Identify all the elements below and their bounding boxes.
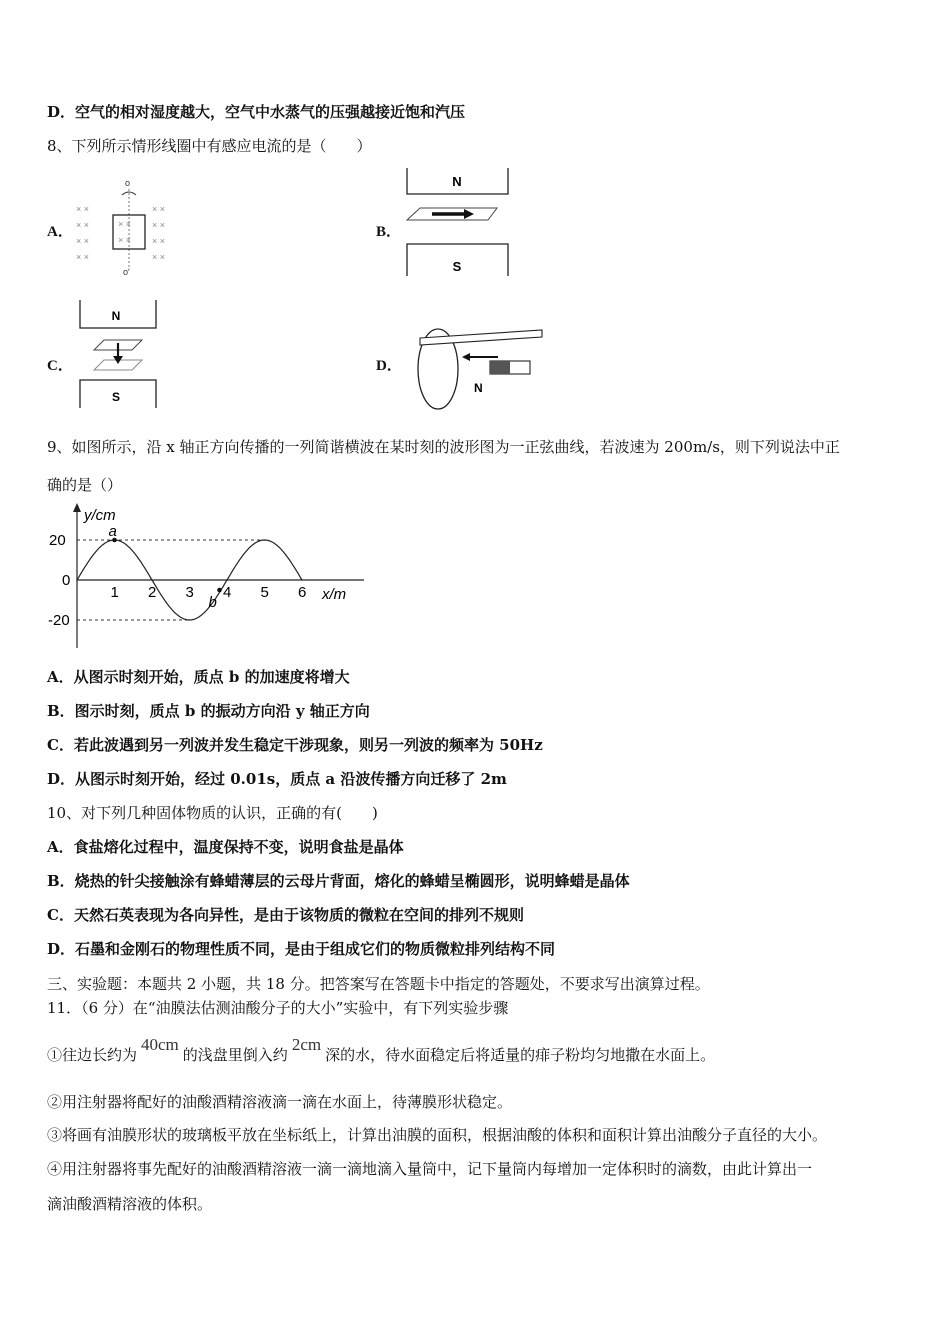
svg-text:× ×: × × [76, 252, 90, 262]
q11-stem: 11．（6 分）在“油膜法估测油酸分子的大小”实验中，有下列实验步骤 [47, 999, 509, 1017]
svg-text:× ×: × × [76, 204, 90, 214]
motion-arrow-head [462, 353, 470, 361]
svg-text:× ×: × × [118, 235, 132, 245]
q9-stem-line2: 确的是（） [47, 476, 123, 494]
q7-option-d: D．空气的相对湿度越大，空气中水蒸气的压强越接近饱和汽压 [47, 103, 466, 121]
q8-label-c: C． [47, 358, 73, 374]
y-tick-neg20: -20 [48, 612, 70, 629]
x-tick-3: 3 [185, 584, 194, 601]
step1-part-a: ①往边长约为 [47, 1046, 138, 1064]
q10-option-a: A．食盐熔化过程中，温度保持不变，说明食盐是晶体 [47, 838, 404, 856]
point-b-label: b [208, 594, 217, 611]
q9-stem-line1: 9、如图所示，沿 x 轴正方向传播的一列简谐横波在某时刻的波形图为一正弦曲线，若波速为 200m/s，则下列说法中正 [47, 438, 840, 456]
step1-value-40cm: 40cm [141, 1035, 179, 1054]
support-rod [420, 330, 542, 345]
q8-stem: 8、下列所示情形线圈中有感应电流的是（ ） [47, 137, 372, 155]
x-tick-4: 4 [223, 584, 232, 601]
q10-option-b: B．烧热的针尖接触涂有蜂蜡薄层的云母片背面，熔化的蜂蜡呈椭圆形，说明蜂蜡是晶体 [47, 872, 630, 890]
q9-option-c: C．若此波遇到另一列波并发生稳定干涉现象，则另一列波的频率为 50Hz [47, 736, 543, 754]
svg-text:× ×: × × [76, 220, 90, 230]
south-label: S [452, 259, 462, 274]
y-axis-arrow [73, 503, 81, 512]
axis-top-label: o [125, 178, 131, 188]
north-label: N [474, 381, 483, 395]
q9-option-b: B．图示时刻，质点 b 的振动方向沿 y 轴正方向 [47, 702, 370, 720]
q11-step4-line2: 滴油酸酒精溶液的体积。 [47, 1195, 213, 1213]
q10-option-c: C．天然石英表现为各向异性，是由于该物质的微粒在空间的排列不规则 [47, 906, 524, 924]
q10-option-d: D．石墨和金刚石的物理性质不同，是由于组成它们的物质微粒排列结构不同 [47, 940, 556, 958]
north-label: N [111, 309, 121, 323]
q8-figure-d-ring-magnet [412, 324, 546, 412]
north-label: N [452, 174, 462, 189]
svg-text:× ×: × × [76, 236, 90, 246]
q9-option-d: D．从图示时刻开始，经过 0.01s，质点 a 沿波传播方向迁移了 2m [47, 770, 507, 788]
q8-figure-a-rotating-coil [68, 175, 188, 277]
point-b-marker [217, 588, 222, 593]
axis-bottom-label: o′ [123, 267, 130, 277]
q8-label-b: B． [376, 224, 402, 240]
q8-figure-c-magnet-loop [76, 300, 160, 408]
y-tick-0: 0 [62, 572, 71, 589]
svg-text:× ×: × × [152, 204, 166, 214]
q11-step1 [47, 1035, 716, 1065]
q9-wave-chart [44, 500, 364, 650]
x-tick-2: 2 [148, 584, 157, 601]
q8-figure-b-magnet-loop [402, 168, 512, 278]
y-axis-label: y/cm [84, 507, 116, 524]
q11-step2: ②用注射器将配好的油酸酒精溶液滴一滴在水面上，待薄膜形状稳定。 [47, 1093, 513, 1111]
step1-part-b: 的浅盘里倒入约 [182, 1046, 288, 1064]
y-tick-20: 20 [49, 532, 66, 549]
svg-text:× ×: × × [152, 236, 166, 246]
section-three-heading: 三、实验题：本题共 2 小题，共 18 分。把答案写在答题卡中指定的答题处，不要求写出演算过程。 [47, 975, 710, 993]
step1-part-c: 深的水，待水面稳定后将适量的痱子粉均匀地撒在水面上。 [325, 1046, 716, 1064]
x-tick-5: 5 [260, 584, 269, 601]
motion-arrow-head [464, 209, 474, 219]
q11-step3: ③将画有油膜形状的玻璃板平放在坐标纸上，计算出油膜的面积，根据油酸的体积和面积计算出油酸分子直径的大小。 [47, 1126, 828, 1144]
x-tick-1: 1 [110, 584, 119, 601]
bar-magnet-north-end [490, 361, 510, 374]
svg-text:× ×: × × [152, 252, 166, 262]
q11-step4-line1: ④用注射器将事先配好的油酸酒精溶液一滴一滴地滴入量筒中，记下量筒内每增加一定体积时的滴数，由此计算出一 [47, 1160, 813, 1178]
magnetic-field-crosses [76, 204, 165, 262]
svg-text:× ×: × × [152, 220, 166, 230]
q9-option-a: A．从图示时刻开始，质点 b 的加速度将增大 [47, 668, 350, 686]
svg-text:× ×: × × [118, 219, 132, 229]
step1-value-2cm: 2cm [291, 1035, 322, 1054]
south-label: S [111, 390, 121, 404]
q8-label-d: D． [376, 358, 402, 374]
x-axis-label: x/m [322, 586, 347, 603]
point-a-label: a [108, 523, 117, 540]
q8-label-a: A． [47, 224, 73, 240]
q10-stem: 10、对下列几种固体物质的认识，正确的有( ) [47, 804, 378, 822]
x-tick-6: 6 [298, 584, 307, 601]
